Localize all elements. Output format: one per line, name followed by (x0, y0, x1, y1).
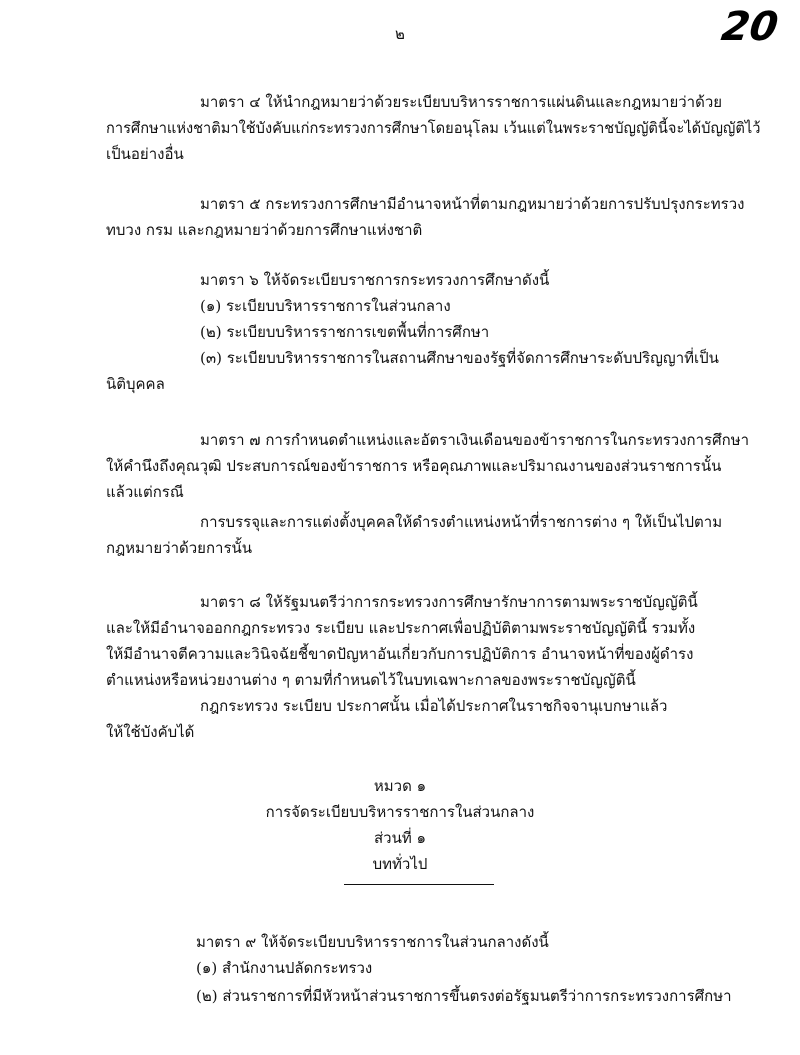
heading-divider (344, 884, 494, 885)
section-8-line-3: ให้มีอำนาจตีความและวินิจฉัยชี้ขาดปัญหาอันเกี่ยวกับการปฏิบัติการ อำนาจหน้าที่ของผู้ดำรง (106, 645, 694, 663)
handwritten-page-mark: 20 (719, 4, 782, 50)
section-5-line-1: มาตรา ๕ กระทรวงการศึกษามีอำนาจหน้าที่ตามกฎหมายว่าด้วยการปรับปรุงกระทรวง (200, 195, 745, 213)
section-8-line-1: มาตรา ๘ ให้รัฐมนตรีว่าการกระทรวงการศึกษารักษาการตามพระราชบัญญัตินี้ (200, 593, 698, 611)
section-7-para-2-line-1: การบรรจุและการแต่งตั้งบุคคลให้ดำรงตำแหน่งหน้าที่ราชการต่าง ๆ ให้เป็นไปตาม (200, 513, 723, 531)
section-6-line-1: มาตรา ๖ ให้จัดระเบียบราชการกระทรวงการศึกษาดังนี้ (200, 271, 550, 289)
section-7-line-3: แล้วแต่กรณี (106, 483, 184, 501)
section-6-item-1: (๑) ระเบียบบริหารราชการในส่วนกลาง (200, 297, 451, 315)
section-8-para-2-line-1: กฎกระทรวง ระเบียบ ประกาศนั้น เมื่อได้ประกาศในราชกิจจานุเบกษาแล้ว (200, 697, 668, 715)
section-9-item-1: (๑) สำนักงานปลัดกระทรวง (196, 959, 373, 977)
section-4-line-2: การศึกษาแห่งชาติมาใช้บังคับแก่กระทรวงการศึกษาโดยอนุโลม เว้นแต่ในพระราชบัญญัตินี้จะได้บัญญัติไว้ (106, 119, 761, 137)
section-8-line-2: และให้มีอำนาจออกกฎกระทรวง ระเบียบ และประกาศเพื่อปฏิบัติตามพระราชบัญญัตินี้ รวมทั้ง (106, 619, 696, 637)
section-6-item-2: (๒) ระเบียบบริหารราชการเขตพื้นที่การศึกษา (200, 323, 490, 341)
section-5-line-2: ทบวง กรม และกฎหมายว่าด้วยการศึกษาแห่งชาติ (106, 221, 423, 239)
chapter-subtitle: การจัดระเบียบบริหารราชการในส่วนกลาง (265, 803, 535, 821)
section-8-line-4: ตำแหน่งหรือหน่วยงานต่าง ๆ ตามที่กำหนดไว้ในบทเฉพาะกาลของพระราชบัญญัตินี้ (106, 671, 636, 689)
section-7-para-2-line-2: กฎหมายว่าด้วยการนั้น (106, 539, 253, 557)
section-4-line-3: เป็นอย่างอื่น (106, 145, 184, 163)
part-heading: บททั่วไป (372, 855, 428, 873)
page-number: ๒ (395, 25, 405, 43)
part-title: ส่วนที่ ๑ (373, 829, 426, 847)
section-8-para-2-line-2: ให้ใช้บังคับได้ (106, 723, 195, 741)
section-4-line-1: มาตรา ๔ ให้นำกฎหมายว่าด้วยระเบียบบริหารราชการแผ่นดินและกฎหมายว่าด้วย (200, 93, 723, 111)
section-9-line-1: มาตรา ๙ ให้จัดระเบียบบริหารราชการในส่วนกลางดังนี้ (196, 933, 549, 951)
section-9-item-2: (๒) ส่วนราชการที่มีหัวหน้าส่วนราชการขึ้นตรงต่อรัฐมนตรีว่าการกระทรวงการศึกษา (196, 987, 732, 1005)
chapter-title: หมวด ๑ (373, 777, 427, 795)
section-7-line-2: ให้คำนึงถึงคุณวุฒิ ประสบการณ์ของข้าราชการ หรือคุณภาพและปริมาณงานของส่วนราชการนั้น (106, 457, 722, 475)
section-6-item-3: (๓) ระเบียบบริหารราชการในสถานศึกษาของรัฐที่จัดการศึกษาระดับปริญญาที่เป็น (200, 349, 719, 367)
section-7-line-1: มาตรา ๗ การกำหนดตำแหน่งและอัตราเงินเดือนของข้าราชการในกระทรวงการศึกษา (200, 431, 750, 449)
section-6-item-3-cont: นิติบุคคล (106, 375, 165, 393)
